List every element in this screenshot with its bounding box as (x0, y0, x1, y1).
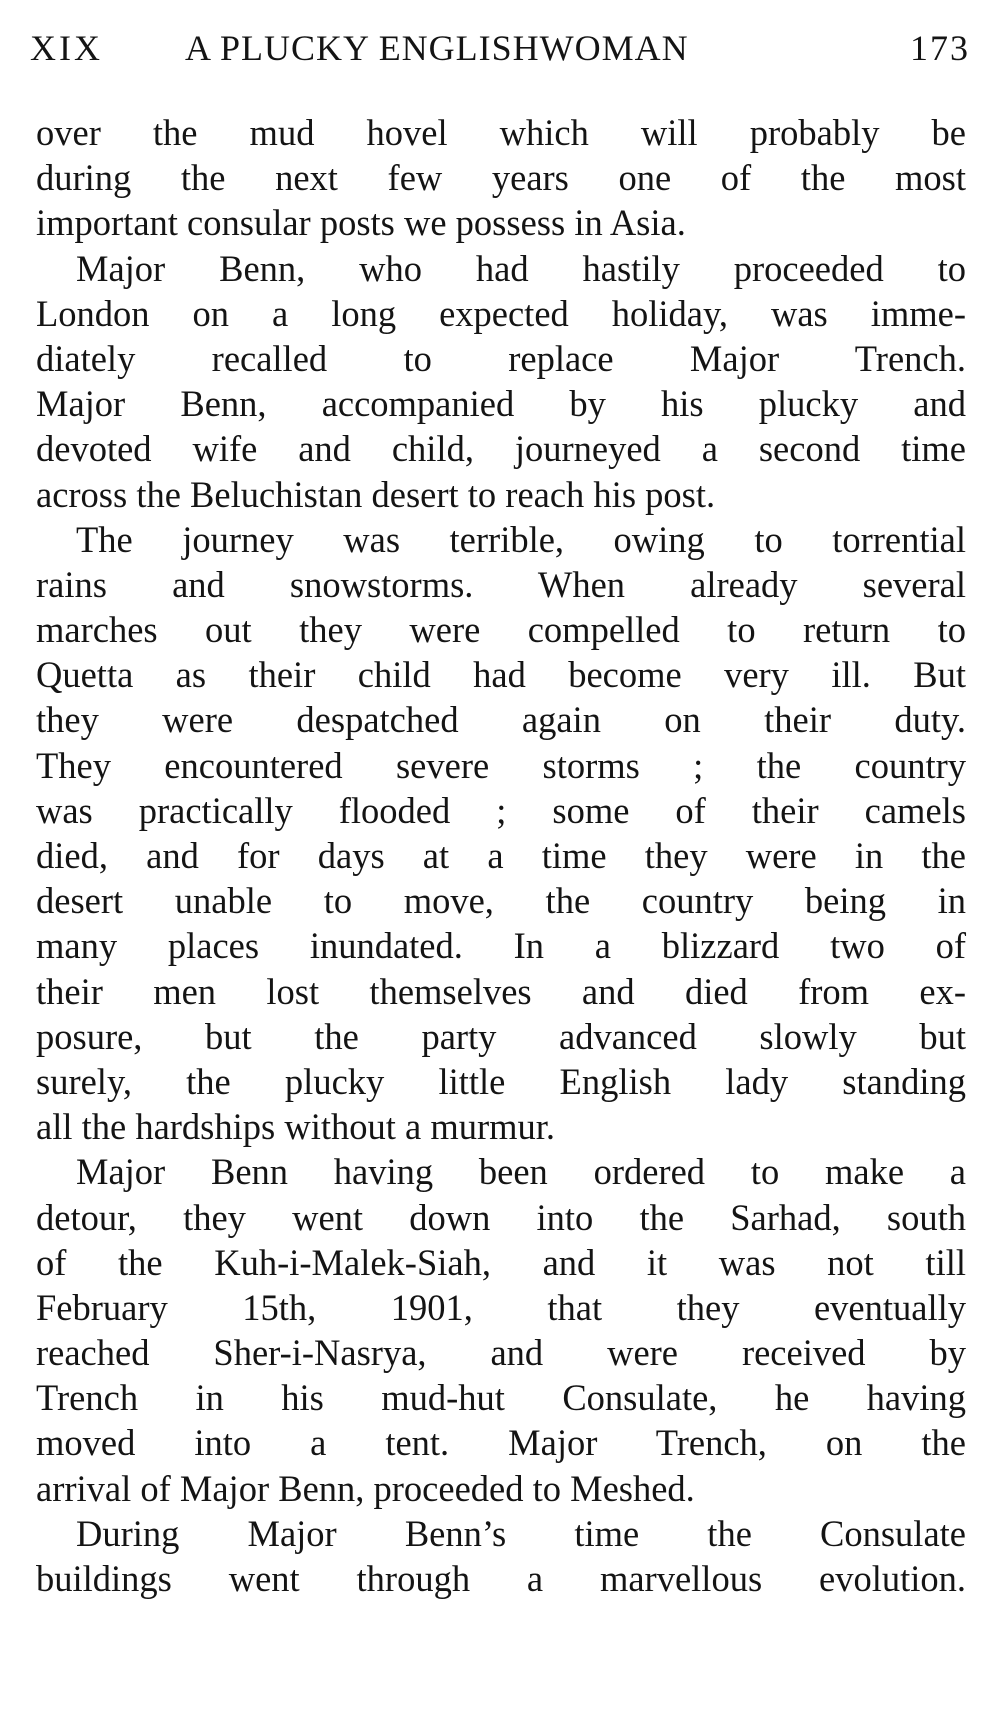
text-line: Trench in his mud-hut Consulate, he having (36, 1377, 966, 1419)
paragraph-3 (36, 517, 966, 1150)
chapter-number: XIX (30, 28, 103, 68)
text-line: diately recalled to replace Major Trench. (36, 337, 966, 379)
text-line: during the next few years one of the most (36, 157, 966, 199)
text-line: was practically flooded ; some of their camels (36, 789, 966, 831)
text-line: important consular posts we possess in Asia. (36, 202, 686, 244)
paragraph-5 (36, 1511, 966, 1601)
paragraph-2 (36, 246, 966, 517)
text-line: buildings went through a marvellous evolution. (36, 1558, 966, 1599)
text-line: Quetta as their child had become very ill. But (36, 654, 966, 696)
running-head (30, 22, 970, 74)
page-number: 173 (910, 28, 970, 68)
text-line: of the Kuh-i-Malek-Siah, and it was not till (36, 1241, 966, 1283)
text-line: devoted wife and child, journeyed a second time (36, 428, 966, 470)
text-line: moved into a tent. Major Trench, on the (36, 1422, 966, 1464)
text-line: February 15th, 1901, that they eventually (36, 1286, 966, 1328)
text-line: surely, the plucky little English lady standing (36, 1060, 966, 1102)
text-line: their men lost themselves and died from ex- (36, 970, 966, 1012)
text-line: During Major Benn’s time the Consulate (76, 1512, 966, 1554)
text-line: died, and for days at a time they were in the (36, 835, 966, 876)
text-line: detour, they went down into the Sarhad, south (36, 1196, 966, 1238)
text-line: Major Benn, accompanied by his plucky and (36, 383, 966, 425)
text-line: London on a long expected holiday, was imme- (36, 292, 966, 334)
text-line: many places inundated. In a blizzard two of (36, 925, 966, 967)
text-line: Major Benn having been ordered to make a (76, 1151, 966, 1193)
text-line: marches out they were compelled to return to (36, 609, 966, 651)
text-line: They encountered severe storms ; the country (36, 744, 966, 786)
text-line: all the hardships without a murmur. (36, 1106, 556, 1148)
body-text (36, 110, 966, 1601)
text-line: over the mud hovel which will probably be (36, 112, 966, 153)
text-line: desert unable to move, the country being in (36, 880, 966, 922)
running-title: A PLUCKY ENGLISHWOMAN (185, 28, 689, 68)
text-line: reached Sher-i-Nasrya, and were received by (36, 1332, 966, 1374)
text-line: arrival of Major Benn, proceeded to Meshed. (36, 1467, 695, 1509)
text-line: across the Beluchistan desert to reach his post. (36, 473, 716, 515)
paragraph-1 (36, 110, 966, 246)
text-line: they were despatched again on their duty. (36, 699, 966, 741)
text-line: rains and snowstorms. When already several (36, 563, 966, 605)
text-line: The journey was terrible, owing to torrential (76, 518, 966, 560)
text-line: Major Benn, who had hastily proceeded to (76, 247, 966, 289)
text-line: posure, but the party advanced slowly but (36, 1015, 966, 1057)
paragraph-4 (36, 1149, 966, 1511)
